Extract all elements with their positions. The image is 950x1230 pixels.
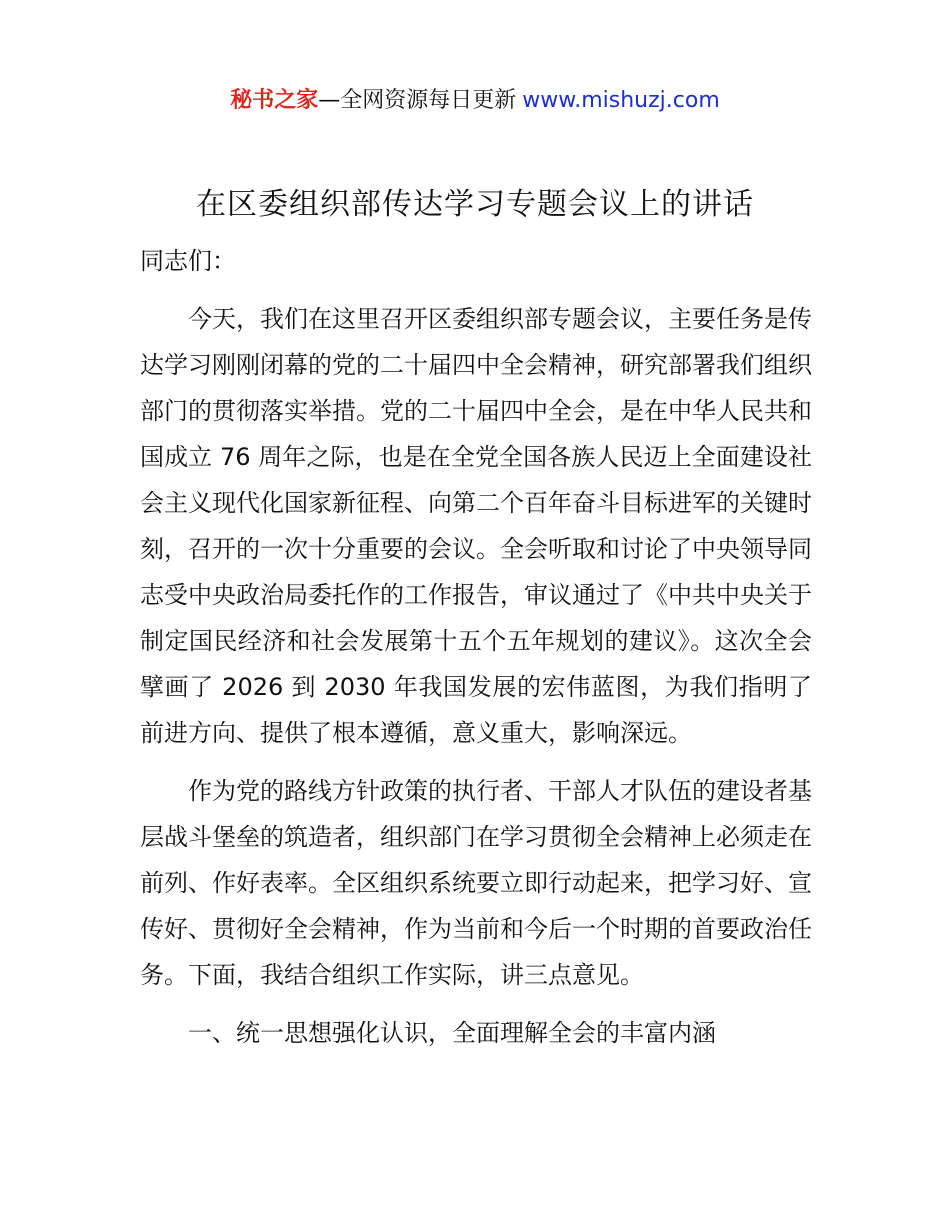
site-url-link[interactable]: www.mishuzj.com: [522, 88, 720, 113]
brand-name: 秘书之家: [230, 88, 319, 113]
body-paragraph: 作为党的路线方针政策的执行者、干部人才队伍的建设者基层战斗堡垒的筑造者，组织部门在学习贯彻全会精神上必须走在前列、作好表率。全区组织系统要立即行动起来，把学习好、宣传好、贯彻好全会精神，作为当前和今后一个时期的首要政治任务。下面，我结合组织工作实际，讲三点意见。: [140, 777, 812, 989]
section-heading: 一、统一思想强化认识，全面理解全会的丰富内涵: [188, 1019, 716, 1047]
body-paragraph: 今天，我们在这里召开区委组织部专题会议，主要任务是传达学习刚刚闭幕的党的二十届四中全会精神，研究部署我们组织部门的贯彻落实举措。党的二十届四中全会，是在中华人民共和国成立 76 周年之际，也是在全党全国各族人民迈上全面建设社会主义现代化国家新征程、向第二个百年奋斗目标进军的关键时刻，召开的一次十分重要的会议。全会听取和讨论了中央领导同志受中央政治局委托作的工作报告，审议通过了《中共中央关于制定国民经济和社会发展第十五个五年规划的建议》。这次全会擘画了 2026 到 2030 年我国发展的宏伟蓝图，为我们指明了前进方向、提供了根本遵循，意义重大，影响深远。: [140, 305, 812, 747]
site-header: [0, 84, 950, 118]
header-slogan: —全网资源每日更新: [318, 88, 517, 113]
document-title: 在区委组织部传达学习专题会议上的讲话: [196, 187, 754, 222]
document-body: [140, 238, 812, 1056]
salutation: 同志们：: [140, 247, 236, 275]
